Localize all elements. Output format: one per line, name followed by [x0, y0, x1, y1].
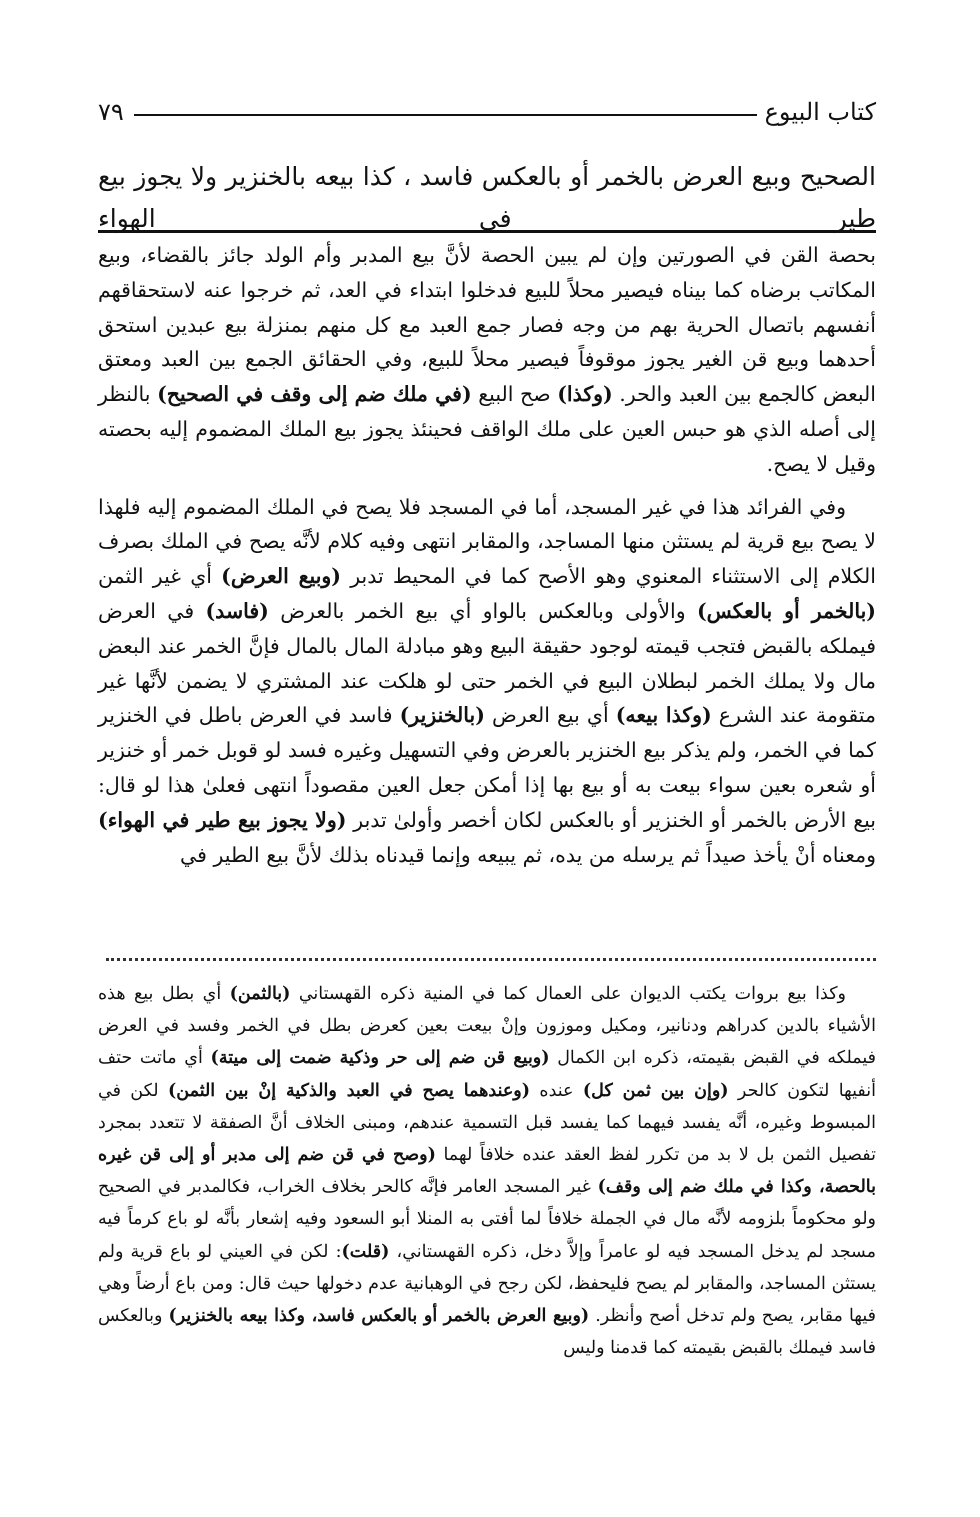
text-run: لكن في المبسوط وغيره، أنَّه يفسد فيهما كما يفسد قبل التسمية عندهم، ومبنى الخلاف أنَّ الصفقة لا تتعدد بمجرد تفصيل الثمن بل لا بد من تكرر لفظ العقد عنده خلافاً لهما	[98, 1080, 876, 1166]
bold-quote: (بالخنزير)	[399, 703, 485, 728]
commentary	[98, 238, 876, 872]
text-run: : لكن في العيني لو باع قرية ولم يستثن المساجد، والمقابر لم يصح فليحفظ، لكن رجح في الوهبانية عدم دخولها حيث قال: ومن باع أرضاً وهي فيها مقابر، يصح ولم تدخل أصح وأنظر.	[98, 1241, 876, 1327]
text-run: بحصة القن في الصورتين وإن لم يبين الحصة لأنَّ بيع المدبر وأم الولد جائز بالقضاء، وبيع المكاتب برضاه كما بيناه فيصير محلاً للبيع فدخلوا ابتداء في العد، ثم خرجوا عنه لاستحقاقهم أنفسهم باتصال الحرية بهم من وجه فصار جمع العبد مع كل منهم بمنزلة بيع عبدين استحق أحدهما وبيع قن الغير يجوز موقوفاً فيصير محلاً للبيع، وفي الحقائق الجمع بين العبد ومعتق البعض كالجمع بين العبد والحر.	[98, 243, 876, 407]
text-run: صح البيع	[471, 382, 558, 407]
text-run: أي ماتت حتف أنفيها لتكون كالحر	[98, 1048, 876, 1101]
footnote-separator	[106, 958, 876, 961]
text-run: ومعناه أنْ يأخذ صيداً ثم يرسله من يده، ثم يبيعه وإنما قيدناه بذلك لأنَّ بيع الطير في	[180, 842, 876, 867]
text-run: وبالعكس فاسد فيملك بالقبض بقيمته كما قدمنا وليس	[98, 1306, 876, 1359]
bold-quote: (وعندهما يصح في العبد والذكية إنْ بين الثمن)	[167, 1080, 531, 1101]
text-run: عنده	[530, 1080, 583, 1101]
marginal-notes	[98, 978, 876, 1364]
bold-quote: (ولا يجوز بيع طير في الهواء)	[98, 807, 347, 832]
running-title: كتاب البيوع	[764, 98, 876, 126]
main-text: الصحيح وبيع العرض بالخمر أو بالعكس فاسد ، كذا بيعه بالخنزير ولا يجوز بيع طير في الهواء	[98, 162, 876, 233]
bold-quote: (بالخمر أو بالعكس)	[696, 598, 876, 623]
running-header	[98, 92, 876, 132]
commentary-paragraph	[98, 490, 876, 873]
bold-quote: (وصح في قن ضم إلى مدبر أو إلى قن غيره بالحصة، وكذا في ملك ضم إلى وقف)	[98, 1145, 876, 1198]
text-run: أي بيع العرض	[484, 703, 616, 728]
bold-quote: (وكذا بيعه)	[615, 703, 712, 728]
main-text-separator	[98, 230, 876, 233]
text-run: وكذا بيع بروات يكتب الديوان على العمال كما في المنية ذكره القهستاني	[290, 984, 847, 1004]
text-run: في العرض فيملكه بالقبض فتجب قيمته لوجود حقيقة البيع وهو مبادلة المال بالمال فإنَّ الخمر عند البعض مال ولا يملك الخمر لبطلان البيع في الخمر حتى لو هلكت عند المشتري لا يضمن لأنَّها غير متقومة عند الشرع	[98, 598, 876, 728]
bold-quote: (فاسد)	[205, 598, 269, 623]
bold-quote: (وبيع العرض بالخمر أو بالعكس فاسد، وكذا بيعه بالخنزير)	[168, 1306, 590, 1327]
page-number: ٧٩	[98, 98, 124, 126]
text-run: أي بطل بيع هذه الأشياء بالدين كدراهم ودنانير، ومكيل وموزون وإنْ بيعت بعين كعرض بطل في الخمر وفسد في العرض فيملكه في القبض بقيمته، ذكره ابن الكمال	[98, 984, 876, 1069]
text-run: غير المسجد العامر فإنَّه كالحر بخلاف الخراب، فكالمدبر في الصحيح ولو محكوماً بلزومه لأنَّه مال في الجملة خلافاً لما أفتى به المنلا أبو السعود وفيه إشعار بأنَّه لو باع كرماً فيه مسجد لم يدخل المسجد فيه لو عامراً وإلاَّ دخل، ذكره القهستاني،	[98, 1177, 876, 1262]
bold-quote: (وبيع قن ضم إلى حر وذكية ضمت إلى ميتة)	[210, 1048, 550, 1069]
text-run: فاسد في العرض باطل في الخنزير كما في الخمر، ولم يذكر بيع الخنزير بالعرض وفي التسهيل وغيره فسد لو قوبل خمر أو خنزير أو شعره بعين سواء بيعت به أو بيع بها إذا أمكن جعل العين مقصوداً انتهى فعلىٰ هذا لو قال: بيع الأرض بالخمر أو الخنزير أو بالعكس لكان أخصر وأولىٰ تدبر	[98, 703, 876, 832]
text-run: أي غير الثمن	[98, 564, 222, 589]
bold-quote: (بالثمن)	[229, 984, 291, 1004]
notes-paragraph	[98, 978, 876, 1364]
bold-quote: (وكذا)	[557, 382, 613, 407]
bold-quote: (في ملك ضم إلى وقف في الصحيح)	[157, 382, 472, 407]
header-rule	[134, 114, 757, 116]
commentary-paragraph	[98, 238, 876, 482]
text-run: بالنظر إلى أصله الذي هو حبس العين على ملك الواقف فحينئذ يجوز بيع الملك المضموم إليه بحصته وقيل لا يصح.	[98, 382, 876, 476]
bold-quote: (وبيع العرض)	[221, 564, 342, 589]
bold-quote: (وإن بين ثمن كل)	[582, 1080, 729, 1101]
text-run: وفي الفرائد هذا في غير المسجد، أما في المسجد فلا يصح في الملك المضموم إليه فلهذا لا يصح بيع قرية لم يستثن منها المساجد، والمقابر انتهى وفيه كلام لأنَّه يصح في الملك بصرف الكلام إلى الاستثناء المعنوي وهو الأصح كما في المحيط تدبر	[98, 494, 876, 589]
text-run: والأولى وبالعكس بالواو أي بيع الخمر بالعرض	[268, 598, 697, 623]
bold-quote: (قلت)	[341, 1241, 390, 1262]
